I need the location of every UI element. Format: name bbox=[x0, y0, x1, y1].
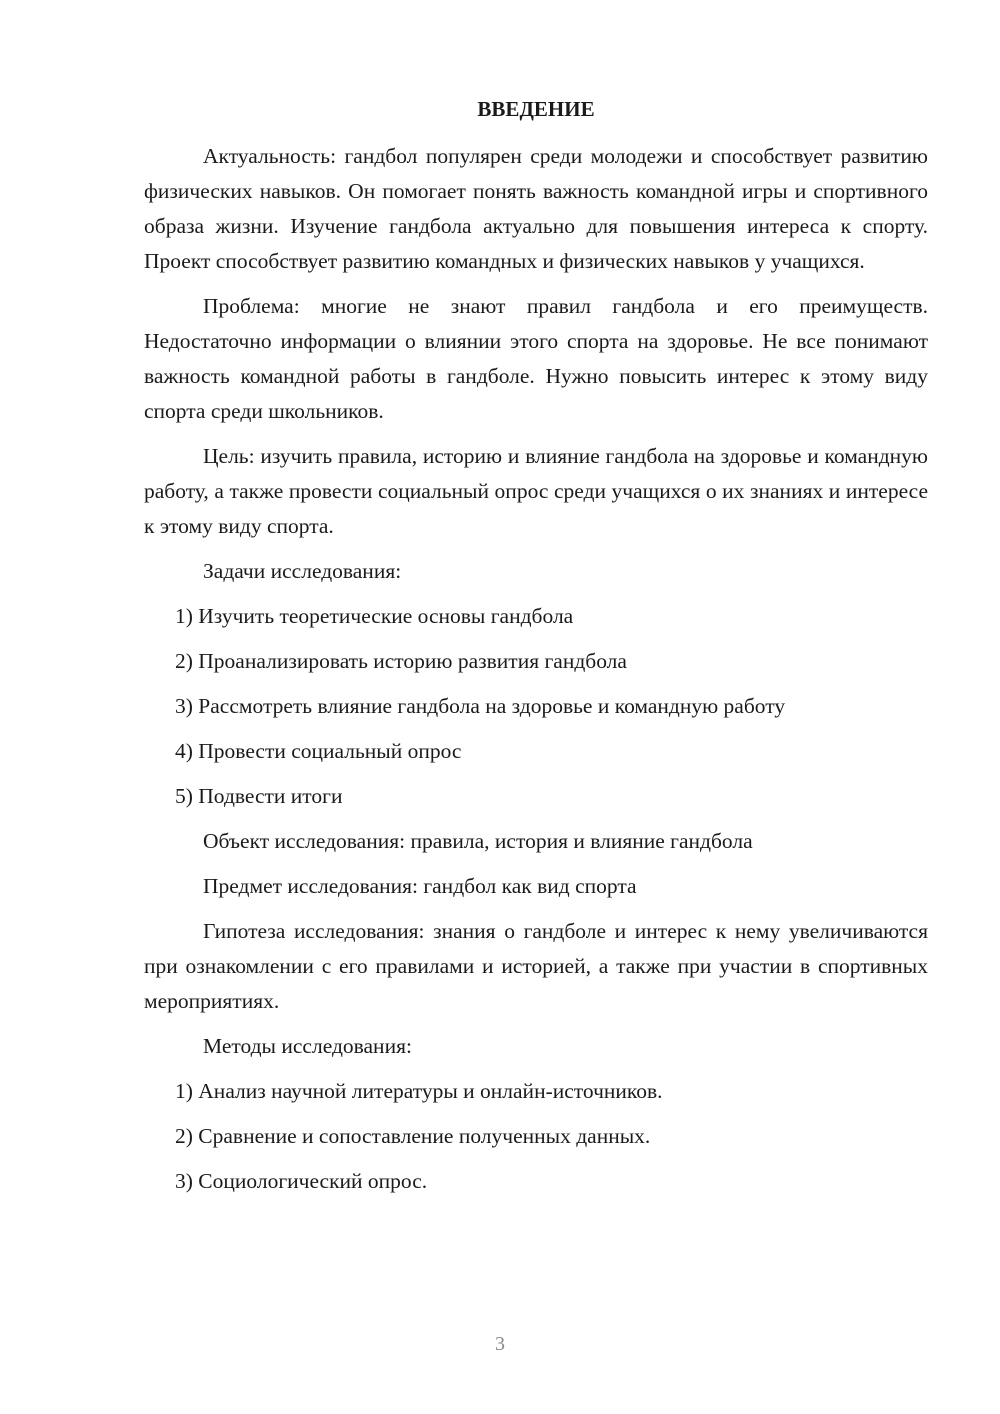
page-title: ВВЕДЕНИЕ bbox=[477, 97, 595, 121]
problem-paragraph: Проблема: многие не знают правил гандбола и его преимуществ. Недостаточно информации о влиянии этого спорта на здоровье. Не все понимают важность командной работы в гандболе. Нужно повысить интерес к этому виду спорта среди школьников. bbox=[144, 294, 928, 423]
document-page bbox=[144, 92, 928, 1209]
research-object: Объект исследования: правила, история и влияние гандбола bbox=[203, 829, 753, 853]
page-number: 3 bbox=[495, 1333, 505, 1355]
tasks-heading: Задачи исследования: bbox=[203, 559, 402, 583]
list-item: 1) Анализ научной литературы и онлайн-источников. bbox=[175, 1079, 663, 1103]
goal-paragraph: Цель: изучить правила, историю и влияние гандбола на здоровье и командную работу, а также провести социальный опрос среди учащихся о их знаниях и интересе к этому виду спорта. bbox=[144, 444, 928, 538]
research-subject: Предмет исследования: гандбол как вид спорта bbox=[203, 874, 637, 898]
list-item: 5) Подвести итоги bbox=[175, 784, 343, 808]
methods-list bbox=[144, 1074, 928, 1199]
methods-heading: Методы исследования: bbox=[203, 1034, 412, 1058]
list-item: 3) Рассмотреть влияние гандбола на здоровье и командную работу bbox=[175, 694, 786, 718]
list-item: 3) Социологический опрос. bbox=[175, 1169, 428, 1193]
list-item: 4) Провести социальный опрос bbox=[175, 739, 462, 763]
list-item: 1) Изучить теоретические основы гандбола bbox=[175, 604, 574, 628]
list-item: 2) Проанализировать историю развития гандбола bbox=[175, 649, 627, 673]
tasks-list bbox=[144, 599, 928, 814]
hypothesis-paragraph: Гипотеза исследования: знания о гандболе и интерес к нему увеличиваются при ознакомлении с его правилами и историей, а также при участии в спортивных мероприятиях. bbox=[144, 919, 928, 1013]
relevance-paragraph: Актуальность: гандбол популярен среди молодежи и способствует развитию физических навыков. Он помогает понять важность командной игры и спортивного образа жизни. Изучение гандбола актуально для повышения интереса к спорту. Проект способствует развитию командных и физических навыков у учащихся. bbox=[144, 144, 928, 273]
list-item: 2) Сравнение и сопоставление полученных данных. bbox=[175, 1124, 651, 1148]
